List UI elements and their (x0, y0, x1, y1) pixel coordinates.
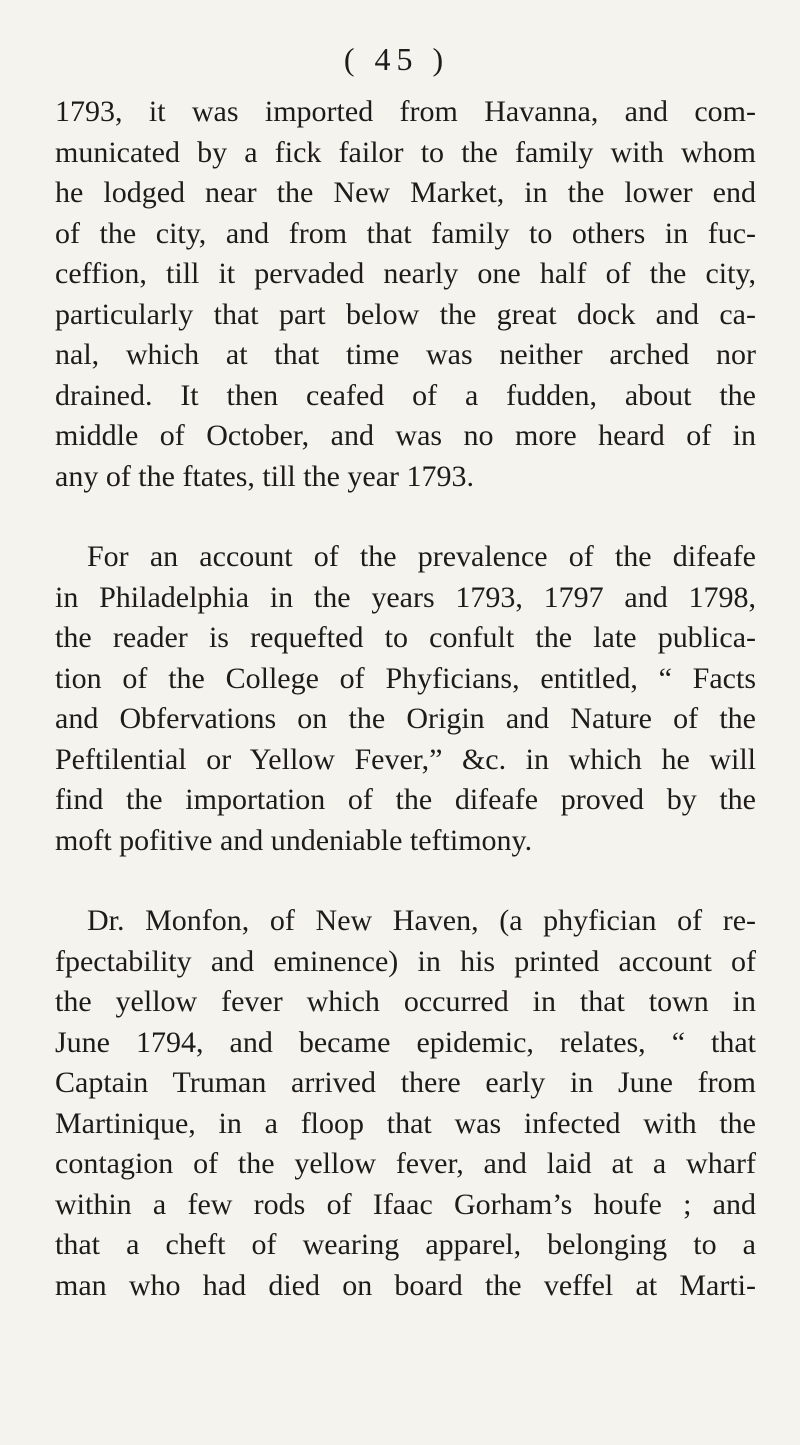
text-line: the yellow fever which occurred in that town in (55, 985, 756, 1018)
text-line: Dr. Monfon, of New Haven, (a phyfician of re- (87, 904, 756, 937)
text-line: 1793, it was imported from Havanna, and com- (55, 95, 756, 128)
text-line: For an account of the prevalence of the difeafe (87, 540, 756, 573)
paragraph-3 (55, 901, 756, 1306)
text-line: man who had died on board the veffel at Marti- (55, 1268, 756, 1302)
text-line: any of the ftates, till the year 1793. (55, 459, 475, 493)
text-line: contagion of the yellow fever, and laid at a wharf (55, 1147, 756, 1180)
text-line: within a few rods of Ifaac Gorham’s houfe ; and (55, 1187, 756, 1221)
paragraph-2 (55, 537, 756, 861)
text-line: of the city, and from that family to others in fuc- (55, 216, 756, 250)
paragraph-spacer (55, 861, 756, 901)
text-line: municated by a fick failor to the family with whom (55, 135, 756, 169)
text-line: Peftilential or Yellow Fever,” &c. in which he will (55, 742, 756, 776)
text-line: moft pofitive and undeniable teftimony. (55, 823, 533, 857)
text-line: in Philadelphia in the years 1793, 1797 and 1798, (55, 580, 756, 614)
text-line: he lodged near the New Market, in the lower end (55, 176, 756, 209)
text-line: middle of October, and was no more heard of in (55, 419, 756, 452)
text-line: Captain Truman arrived there early in June from (55, 1066, 756, 1099)
page-number: ( 45 ) (343, 41, 450, 77)
text-line: find the importation of the difeafe proved by the (55, 783, 756, 816)
text-line: nal, which at that time was neither arched nor (55, 338, 756, 371)
paragraph-1 (55, 92, 756, 497)
paragraph-spacer (55, 497, 756, 537)
text-line: drained. It then ceafed of a fudden, about the (55, 378, 756, 412)
text-line: June 1794, and became epidemic, relates, “ that (55, 1025, 756, 1059)
text-line: that a cheft of wearing apparel, belonging to a (55, 1228, 756, 1261)
text-line: particularly that part below the great dock and ca- (55, 297, 756, 331)
text-line: ceffion, till it pervaded nearly one half of the city, (55, 257, 756, 290)
text-line: and Obfervations on the Origin and Nature of the (55, 702, 756, 735)
text-line: Martinique, in a floop that was infected with the (55, 1106, 756, 1140)
text-line: fpectability and eminence) in his printed account of (55, 944, 756, 978)
text-line: tion of the College of Phyficians, entitled, “ Facts (55, 661, 756, 695)
text-line: the reader is requefted to confult the late publica- (55, 621, 756, 654)
